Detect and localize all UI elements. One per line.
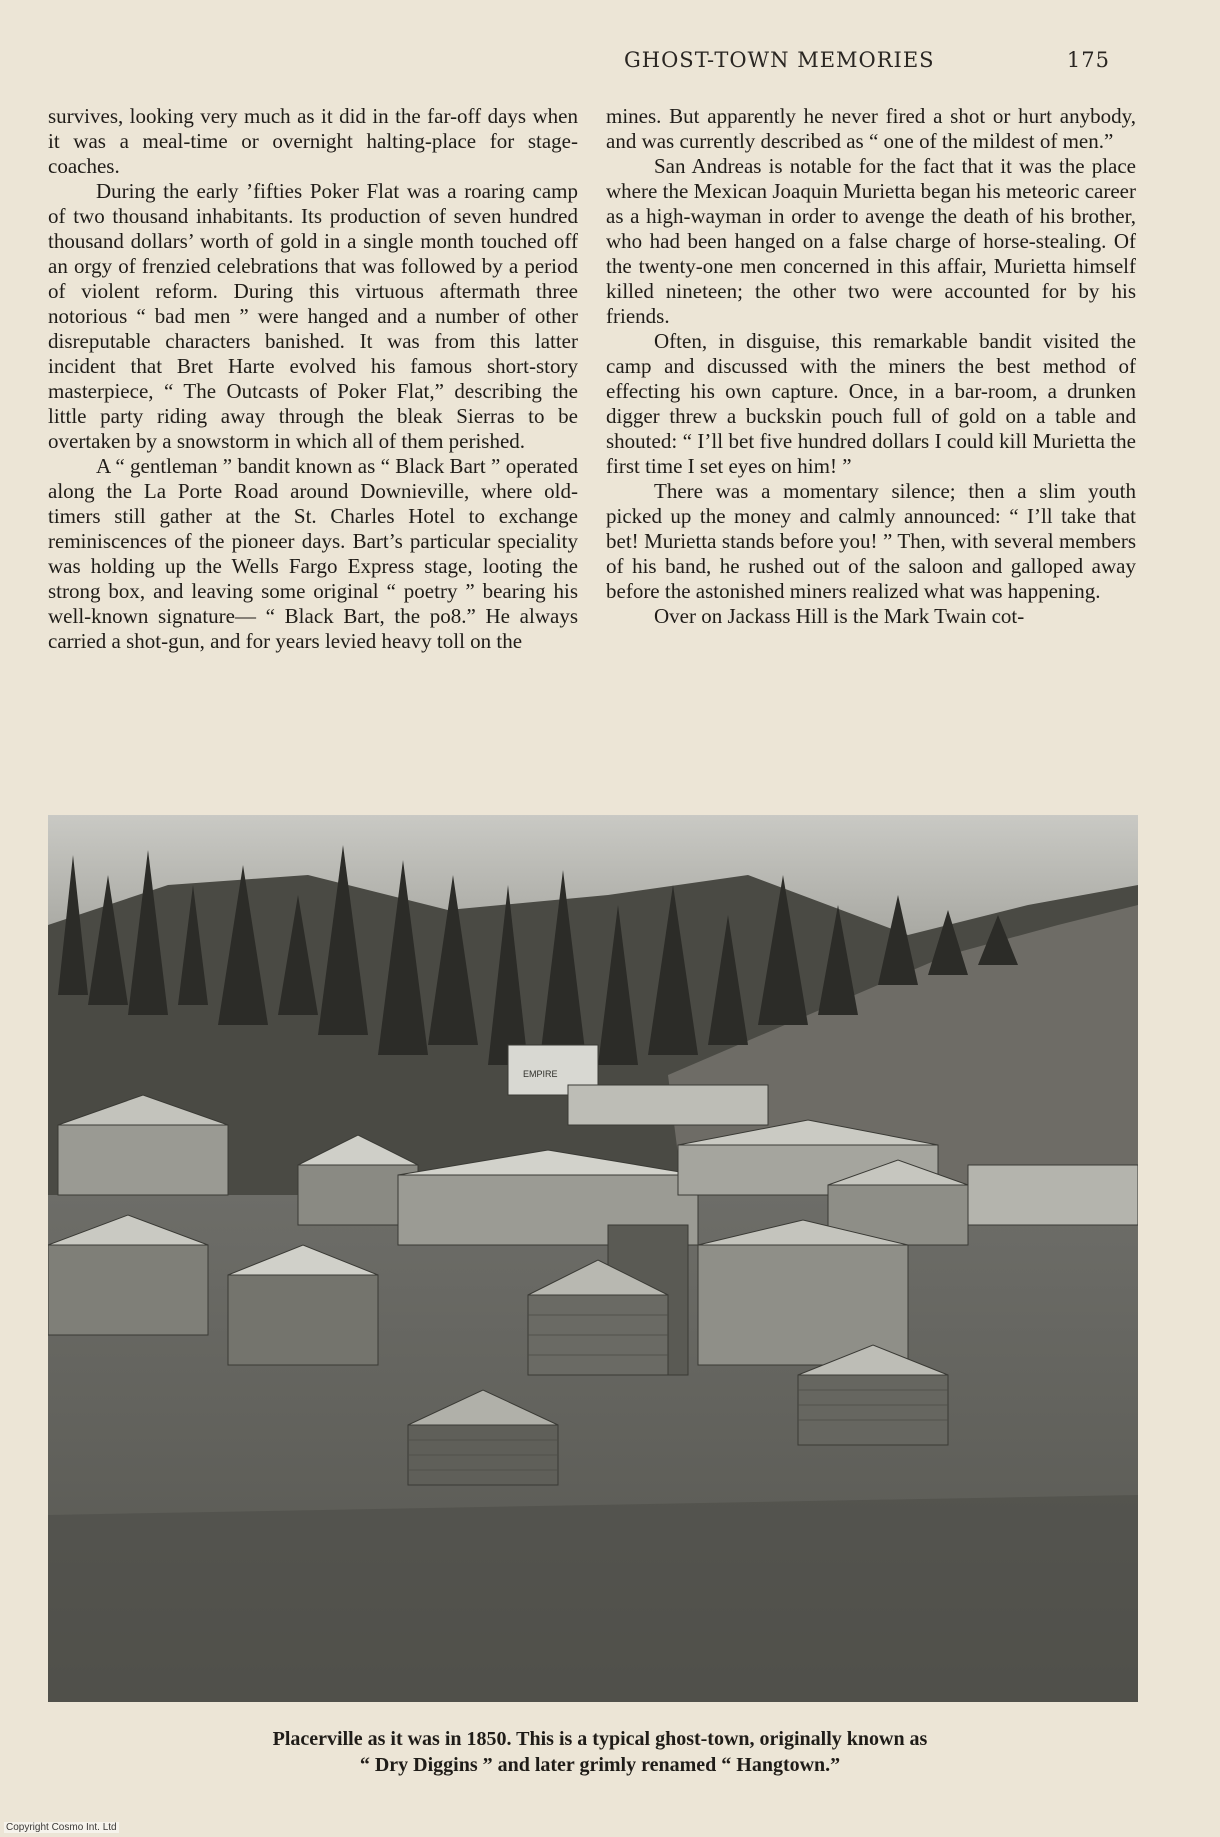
paragraph: mines. But apparently he never fired a shot or hurt anybody, and was currently described as “ one of the mildest of men.” [606, 104, 1136, 153]
photo-caption [100, 1726, 1100, 1778]
caption-line: “ Dry Diggins ” and later grimly renamed “ Hangtown.” [359, 1754, 841, 1776]
paragraph: Often, in disguise, this remarkable bandit visited the camp and discussed with the miners the best method of effecting his own capture. Once, in a bar-room, a drunken digger threw a buckskin pouch full of gold on a table and shouted: “ I’ll bet five hundred dollars I could kill Murietta the first time I set eyes on him! ” [606, 329, 1136, 478]
paragraph: San Andreas is notable for the fact that it was the place where the Mexican Joaquin Murietta began his meteoric career as a high-wayman in order to avenge the death of his brother, who had been hanged on a false charge of horse-stealing. Of the twenty-one men concerned in this affair, Murietta himself killed nineteen; the other two were accounted for by his friends. [606, 154, 1136, 328]
paragraph: Over on Jackass Hill is the Mark Twain cot- [654, 604, 1025, 628]
paragraph: There was a momentary silence; then a slim youth picked up the money and calmly announced: “ I’ll take that bet! Murietta stands before you! ” Then, with several members of his band, he rushed out of the saloon and galloped away before the astonished miners realized what was happening. [606, 479, 1136, 603]
running-title: GHOST-TOWN MEMORIES [624, 48, 935, 72]
caption-line: Placerville as it was in 1850. This is a typical ghost-town, originally known as [272, 1728, 928, 1750]
page-header [624, 48, 1110, 84]
right-column [606, 104, 1136, 766]
paragraph: survives, looking very much as it did in the far-off days when it was a meal-time or overnight halting-place for stage-coaches. [48, 104, 578, 178]
foreground [48, 1495, 1138, 1702]
empire-sign: EMPIRE [523, 1069, 558, 1079]
paragraph: During the early ’fifties Poker Flat was a roaring camp of two thousand inhabitants. Its production of seven hundred thousand dollars’ worth of gold in a single month touched off an orgy of frenzied celebrations that was followed by a period of violent reform. During this virtuous aftermath three notorious “ bad men ” were hanged and a number of other disreputable characters banished. It was from this latter incident that Bret Harte evolved his famous short-story masterpiece, “ The Outcasts of Poker Flat,” describing the little party riding away through the bleak Sierras to be overtaken by a snowstorm in which all of them perished. [48, 179, 578, 453]
page-number: 175 [1066, 48, 1110, 72]
historic-photograph [48, 815, 1138, 1702]
paragraph: A “ gentleman ” bandit known as “ Black Bart ” operated along the La Porte Road around Downieville, where old-timers still gather at the St. Charles Hotel to exchange reminiscences of the pioneer days. Bart’s particular speciality was holding up the Wells Fargo Express stage, looting the strong box, and leaving some original “ poetry ” bearing his well-known signature— “ Black Bart, the po8.” He always carried a shot-gun, and for years levied heavy toll on the [48, 454, 578, 653]
left-column [48, 104, 578, 766]
copyright-watermark: Copyright Cosmo Int. Ltd [6, 1822, 117, 1833]
